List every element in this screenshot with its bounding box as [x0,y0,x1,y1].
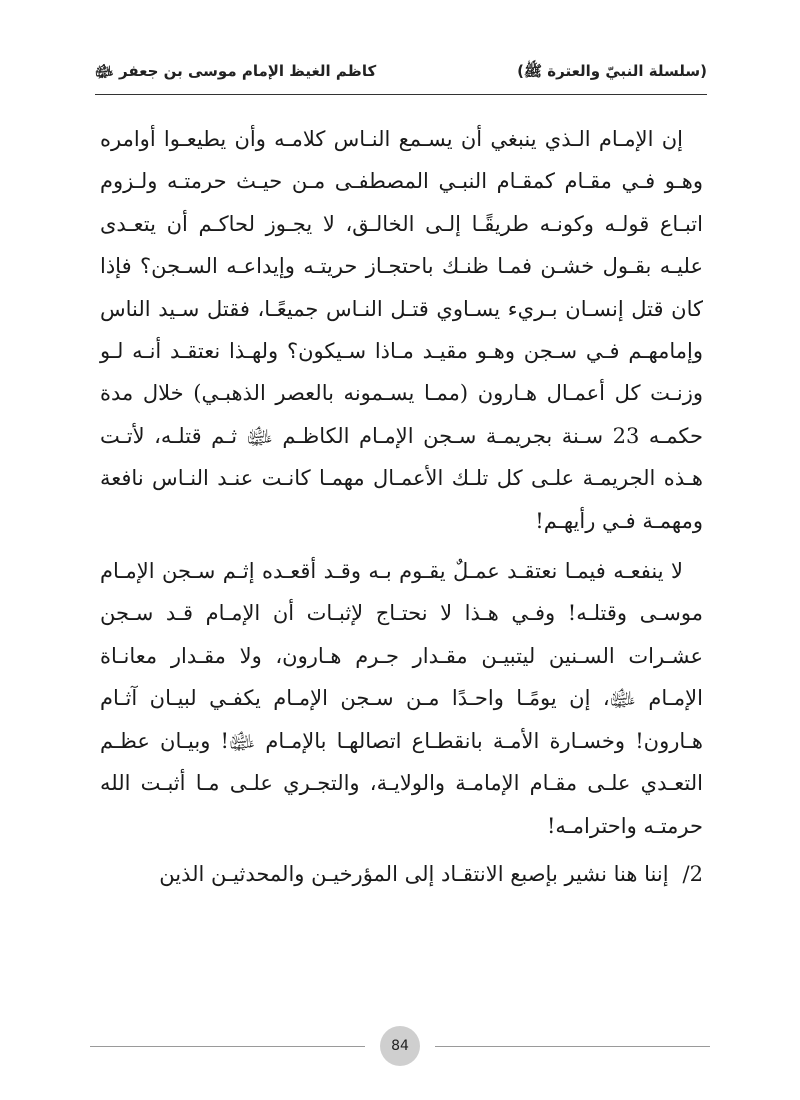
footer-divider-right [435,1046,710,1047]
paragraph-2: لا ينفعـه فيمـا نعتقـد عمـلٌ يقـوم بـه وقـد أقعـده إثـم سـجن الإمـام موسـى وقتلـه! وفـي هـذا لا نحتـاج لإثبـات أن الإمـام قـد سـجن عشـرات السـنين ليتبيـن مقـدار جـرم هـارون، ولا مقـدار معانـاة الإمـام ﵉، إن يومًـا واحـدًا مـن سـجن الإمـام يكفـي لبيـان آثـام هـارون! وخسـارة الأمـة بانقطـاع اتصالهـا بالإمـام ﵉! وبيـان عظـم التعـدي علـى مقـام الإمامـة والولايـة، والتجـري علـى مـا أثبـت الله حرمتـه واحترامـه! [100,559,703,838]
book-title: كاظم الغيظ الإمام موسى بن جعفر ﵉ [95,62,377,80]
header-divider [95,94,707,95]
paragraph-3-text: إننا هنا نشير بإصبع الانتقـاد إلى المؤرخيـن والمحدثيـن الذين [159,861,669,886]
main-text [100,118,703,895]
paragraph-3 [100,853,703,895]
page-number: 84 [380,1026,420,1066]
footer-divider-left [90,1046,365,1047]
list-marker: 2/ [682,861,703,886]
series-title: (سلسلة النبيّ والعترة ﷺ) [517,62,707,80]
running-header [95,58,707,88]
page-footer [90,1026,710,1066]
paragraph-1: إن الإمـام الـذي ينبغي أن يسـمع النـاس كلامـه وأن يطيعـوا أوامره وهـو فـي مقـام كمقـام النبـي المصطفـى مـن حيـث حرمتـه ولـزوم اتبـاع قولـه وكونـه طريقًـا إلـى الخالـق، لا يجـوز لحاكـم أن يتعـدى عليـه بقـول خشـن فمـا ظنـك باحتجـاز حريتـه وإيداعـه السـجن؟ فإذا كان قتل إنسـان بـريء يسـاوي قتـل النـاس جميعًـا، فقتل سـيد الناس وإمامهـم فـي سـجن وهـو مقيـد مـاذا سـيكون؟ ولهـذا نعتقـد أنـه لـو وزنـت كل أعمـال هـارون (ممـا يسـمونه بالعصر الذهبـي) خلال مدة حكمـه 23 سـنة بجريمـة سـجن الإمـام الكاظـم ﵉ ثـم قتلـه، لأتـت هـذه الجريمـة علـى كل تلـك الأعمـال مهمـا كانـت عنـد النـاس نافعة ومهمـة فـي رأيهـم! [100,127,703,533]
